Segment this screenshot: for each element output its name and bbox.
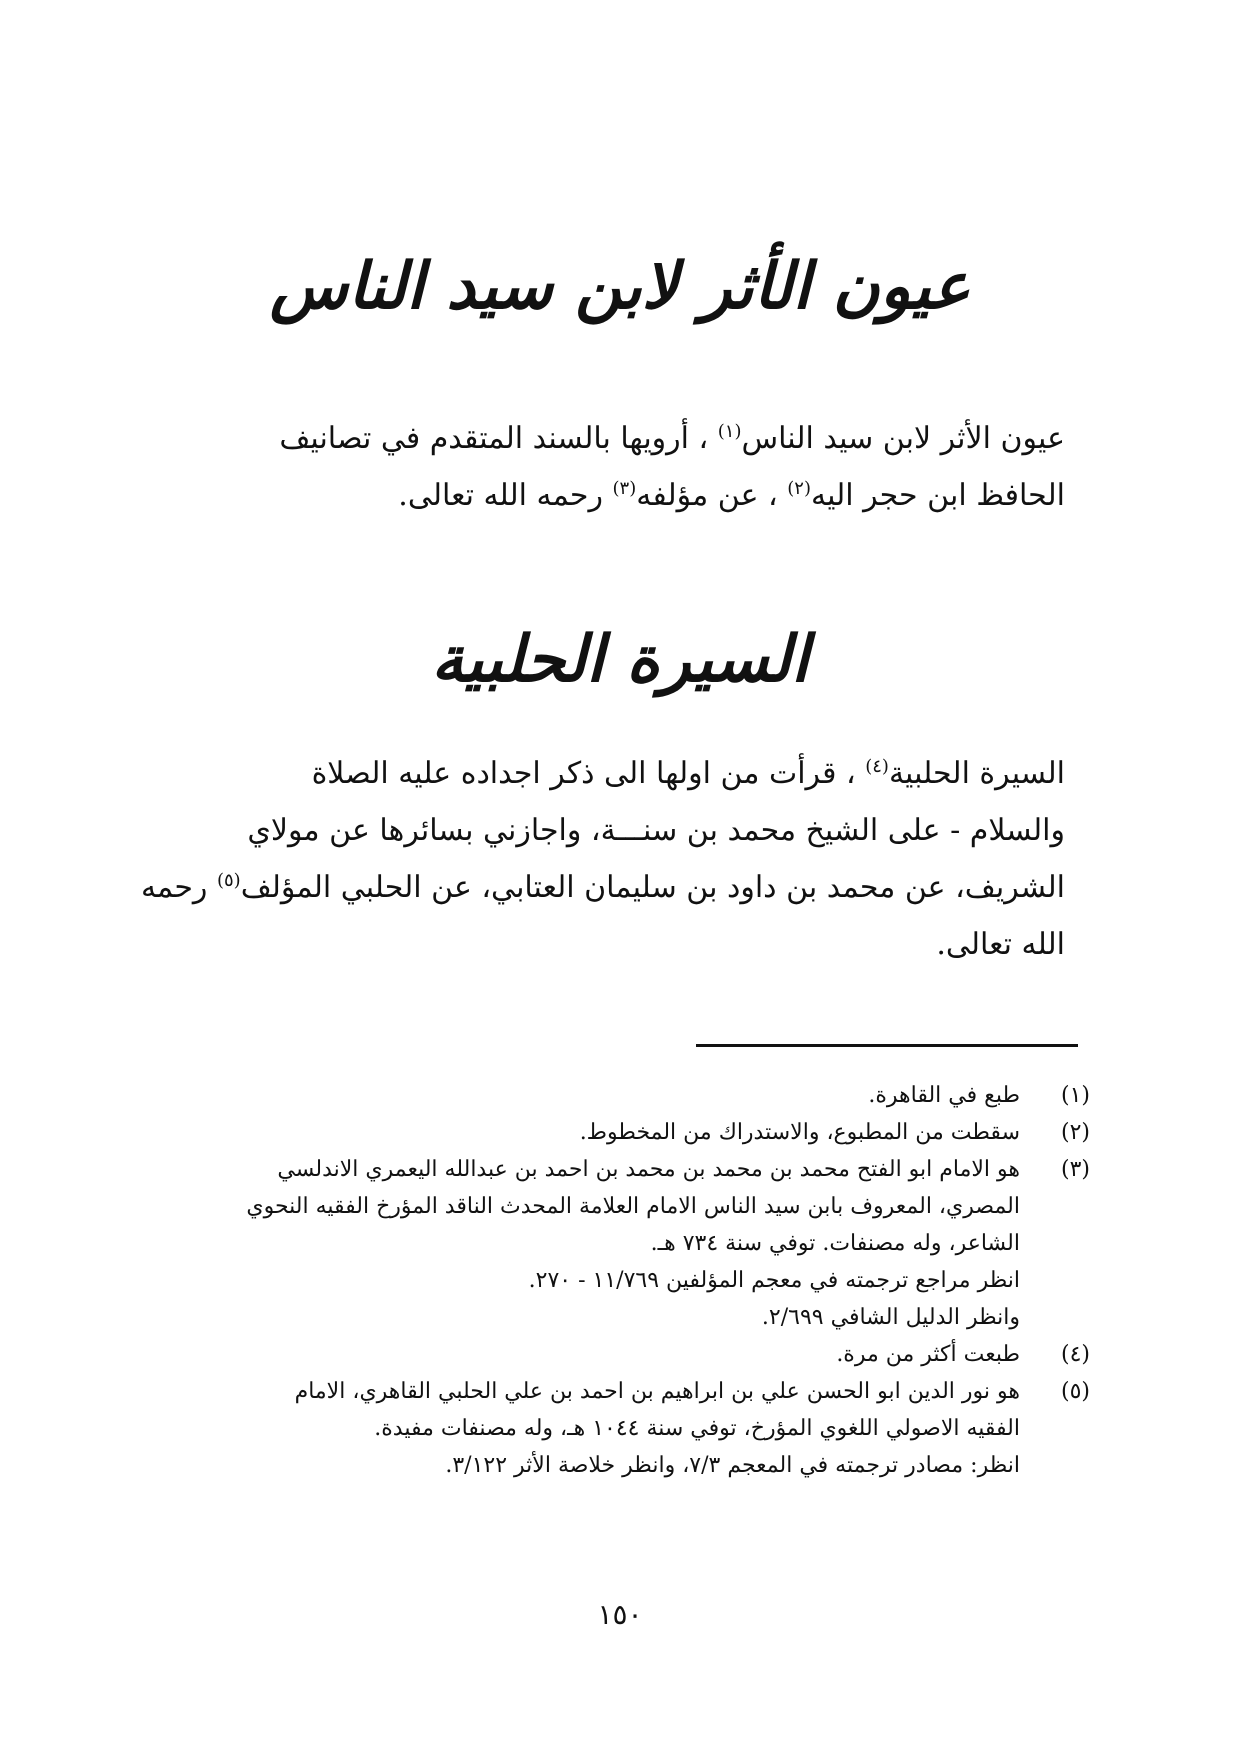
footnote-1	[180, 1077, 1090, 1114]
paragraph-line: الحافظ ابن حجر اليه$^{(٢)}$ ، عن مؤلفه$^{(٣)}$ رحمه الله تعالى.	[398, 478, 1065, 513]
footnote-5	[180, 1373, 1090, 1484]
page-number: ١٥٠	[597, 1598, 643, 1631]
paragraph-sira-halabiya	[140, 745, 1065, 973]
footnote-line: سقطت من المطبوع، والاستدراك من المخطوط.	[579, 1120, 1020, 1145]
footnote-line: وانظر الدليل الشافي ٢/٦٩٩.	[761, 1305, 1020, 1330]
footnote-line: الشاعر، وله مصنفات. توفي سنة ٧٣٤ هـ.	[650, 1231, 1020, 1256]
paragraph-line: عيون الأثر لابن سيد الناس$^{(١)}$ ، أرويها بالسند المتقدم في تصانيف	[279, 421, 1065, 456]
footnote-2	[180, 1114, 1090, 1151]
footnote-number: (٤)	[1060, 1342, 1090, 1367]
section-heading-sira-halabiya: السيرة الحلبية	[431, 622, 809, 697]
footnote-number: (٣)	[1060, 1157, 1090, 1182]
paragraph-uyun-al-athar	[185, 410, 1065, 524]
footnote-number: (٥)	[1060, 1379, 1090, 1404]
footnote-number: (٢)	[1060, 1120, 1090, 1145]
footnote-line: الفقيه الاصولي اللغوي المؤرخ، توفي سنة ١٠٤٤ هـ، وله مصنفات مفيدة.	[374, 1416, 1020, 1441]
footnote-line: المصري، المعروف بابن سيد الناس الامام العلامة المحدث الناقد المؤرخ الفقيه النحوي	[246, 1194, 1020, 1219]
footnote-ref-5[interactable]: (٥)	[216, 870, 241, 891]
footnote-line: انظر: مصادر ترجمته في المعجم ٧/٣، وانظر خلاصة الأثر ٣/١٢٢.	[445, 1453, 1020, 1478]
footnote-separator	[696, 1044, 1078, 1047]
paragraph-line: الشريف، عن محمد بن داود بن سليمان العتابي، عن الحلبي المؤلف$^{(٥)}$ رحمه	[140, 870, 1065, 905]
section-heading-uyun-al-athar: عيون الأثر لابن سيد الناس	[269, 249, 971, 324]
footnote-line: طبع في القاهرة.	[868, 1083, 1020, 1108]
footnote-line: طبعت أكثر من مرة.	[836, 1342, 1020, 1367]
footnote-line: هو نور الدين ابو الحسن علي بن ابراهيم بن احمد بن علي الحلبي القاهري، الامام	[294, 1379, 1020, 1404]
footnote-3	[180, 1151, 1090, 1336]
footnote-ref-3[interactable]: (٣)	[612, 478, 637, 499]
footnote-line: هو الامام ابو الفتح محمد بن محمد بن محمد بن احمد بن عبدالله اليعمري الاندلسي	[277, 1157, 1020, 1182]
paragraph-line: والسلام - على الشيخ محمد بن سنـــة، واجازني بسائرها عن مولاي	[247, 813, 1065, 848]
footnote-ref-4[interactable]: (٤)	[865, 756, 889, 777]
footnotes	[180, 1077, 1090, 1484]
footnote-number: (١)	[1060, 1083, 1090, 1108]
footnote-line: انظر مراجع ترجمته في معجم المؤلفين ١١/٧٦٩ - ٢٧٠.	[528, 1268, 1020, 1293]
footnote-ref-2[interactable]: (٢)	[787, 478, 811, 499]
paragraph-line: الله تعالى.	[936, 927, 1065, 962]
footnote-4	[180, 1336, 1090, 1373]
paragraph-line: السيرة الحلبية$^{(٤)}$ ، قرأت من اولها الى ذكر اجداده عليه الصلاة	[311, 756, 1065, 791]
footnote-ref-1[interactable]: (١)	[717, 421, 742, 442]
